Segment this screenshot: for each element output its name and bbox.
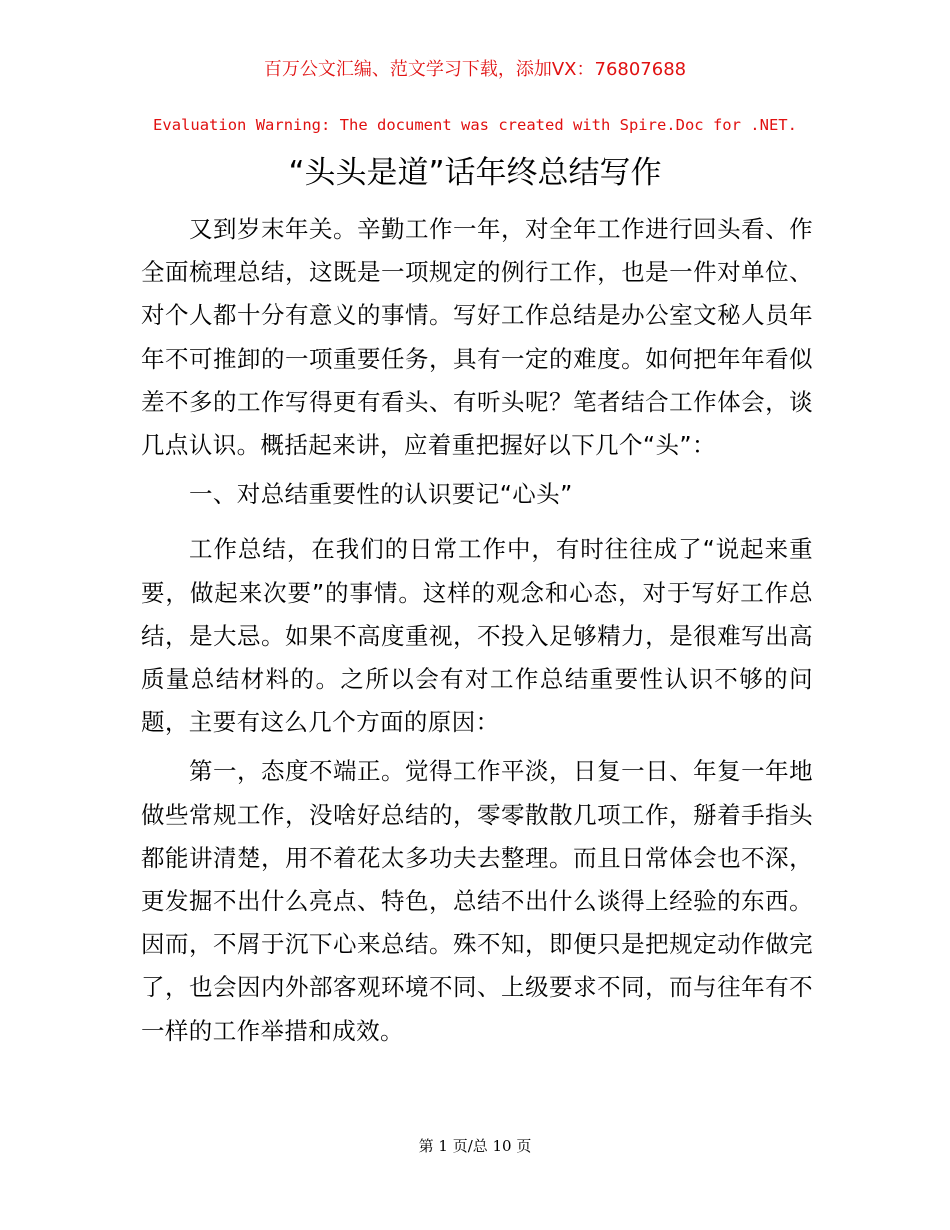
section-heading: 一、对总结重要性的认识要记“心头” (189, 480, 573, 509)
paragraph-point-one: 第一，态度不端正。觉得工作平淡，日复一日、年复一年地做些常规工作，没啥好总结的，零零散散几项工作，掰着手指头都能讲清楚，用不着花太多功夫去整理。而且日常体会也不深，更发掘不出什么亮点、特色，总结不出什么谈得上经验的东西。因而，不屑于沉下心来总结。殊不知，即便只是把规定动作做完了，也会因内外部客观环境不同、上级要求不同，而与往年有不一样的工作举措和成效。 (141, 757, 813, 1045)
page-indicator: 第 1 页/总 10 页 (418, 1137, 532, 1155)
document-title: “头头是道”话年终总结写作 (288, 155, 662, 191)
evaluation-warning: Evaluation Warning: The document was created with Spire.Doc for .NET. (153, 116, 797, 134)
paragraph-intro: 又到岁末年关。辛勤工作一年，对全年工作进行回头看、作全面梳理总结，这既是一项规定的例行工作，也是一件对单位、对个人都十分有意义的事情。写好工作总结是办公室文秘人员年年不可推卸的一项重要任务，具有一定的难度。如何把年年看似差不多的工作写得更有看头、有听头呢？笔者结合工作体会，谈几点认识。概括起来讲，应着重把握好以下几个“头”： (141, 215, 813, 460)
paragraph-overview: 工作总结，在我们的日常工作中，有时往往成了“说起来重要，做起来次要”的事情。这样的观念和心态，对于写好工作总结，是大忌。如果不高度重视，不投入足够精力，是很难写出高质量总结材料的。之所以会有对工作总结重要性认识不够的问题，主要有这么几个方面的原因： (141, 535, 813, 737)
promo-banner: 百万公文汇编、范文学习下载，添加VX：76807688 (263, 59, 687, 80)
document-body (141, 208, 813, 1059)
